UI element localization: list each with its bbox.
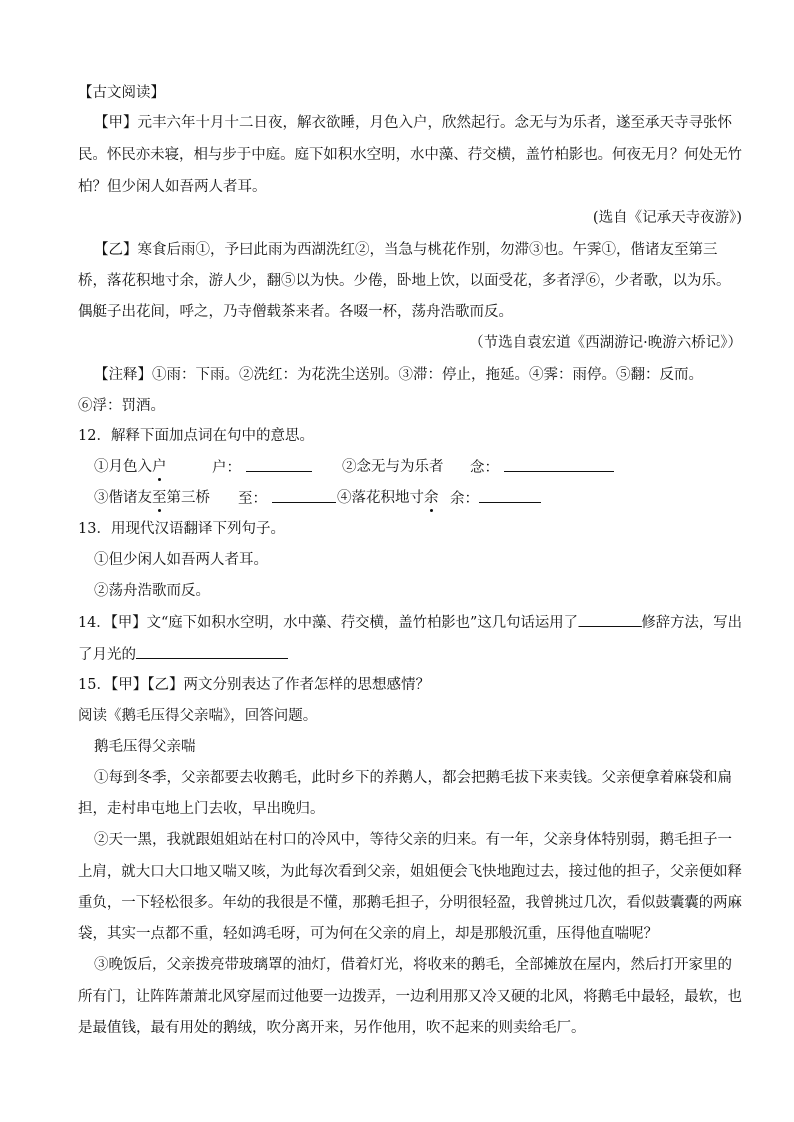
question-12-item-b-answer: 念： — [470, 457, 614, 478]
yi-text-line-3: 偶艇子出花间，呼之，乃寺僧载茶来者。各啜一杯，荡舟浩歌而反。 — [78, 304, 513, 320]
notes-line-2: ⑥浮：罚酒。 — [78, 398, 165, 414]
reading-paragraph-1-line-2: 担，走村串屯地上门去收，早出晚归。 — [78, 801, 325, 817]
question-13-sentence-1: ①但少闲人如吾两人者耳。 — [94, 552, 268, 568]
jia-source: (选自《记承天寺夜游》) — [592, 210, 742, 226]
question-13-sentence-2: ②荡舟浩歌而反。 — [94, 583, 210, 599]
answer-blank[interactable] — [272, 488, 336, 503]
answer-blank[interactable] — [479, 488, 541, 503]
question-12-item-d: ④落花积地寸余 — [337, 490, 439, 506]
reading-paragraph-1-line-1: ①每到冬季，父亲都要去收鹅毛，此时乡下的养鹅人，都会把鹅毛拔下来卖钱。父亲便拿着麻袋和扁 — [94, 770, 732, 786]
notes-line-1: 【注释】①雨：下雨。②洗红：为花洗尘送别。③滞：停止，拖延。④霁：雨停。⑤翻：反而。 — [94, 367, 703, 383]
answer-blank[interactable] — [246, 457, 312, 472]
answer-blank[interactable] — [136, 644, 288, 659]
reading-paragraph-2-line-2: 上肩，就大口大口地又喘又咳，为此每次看到父亲，姐姐便会飞快地跑过去，接过他的担子，父亲便如释 — [78, 864, 742, 880]
question-14-line-2: 了月光的 — [78, 644, 288, 665]
jia-text-line-1: 【甲】元丰六年十月十二日夜，解衣欲睡，月色入户，欣然起行。念无与为乐者，遂至承天寺寻张怀 — [94, 115, 732, 131]
jia-text-line-3: 柏？但少闲人如吾两人者耳。 — [78, 179, 267, 195]
question-12-title: 12．解释下面加点词在句中的意思。 — [78, 428, 314, 444]
question-12-item-a: ①月色入户 — [94, 459, 167, 475]
question-15-title: 15．【甲】【乙】两文分别表达了作者怎样的思想感情？ — [78, 677, 430, 693]
reading-paragraph-3-line-2: 所有门，让阵阵萧萧北风穿屋而过他要一边拨弄，一边利用那又冷又硬的北风，将鹅毛中最轻，最软，也 — [78, 989, 742, 1005]
reading-paragraph-3-line-3: 是最值钱，最有用处的鹅绒，吹分离开来，另作他用，吹不起来的则卖给毛厂。 — [78, 1020, 586, 1036]
question-14-line-1: 14．【甲】文“庭下如积水空明，水中藻、荇交横，盖竹柏影也”这几句话运用了 修辞方法，写出 — [78, 612, 742, 633]
answer-blank[interactable] — [578, 612, 641, 627]
reading-paragraph-2-line-4: 袋，其实一点都不重，轻如鸿毛呀，可为何在父亲的肩上，却是那般沉重，压得他直喘呢？ — [78, 926, 658, 942]
reading-intro: 阅读《鹅毛压得父亲喘》，回答问题。 — [78, 708, 318, 724]
question-12-item-d-answer: 余： — [450, 488, 541, 509]
question-13-title: 13．用现代汉语翻译下列句子。 — [78, 521, 285, 537]
reading-paragraph-2-line-3: 重负，一下轻松很多。年幼的我很是不懂，那鹅毛担子，分明很轻盈，我曾挑过几次，看似鼓囊囊的两麻 — [78, 895, 742, 911]
jia-text-line-2: 民。怀民亦未寝，相与步于中庭。庭下如积水空明，水中藻、荇交横，盖竹柏影也。何夜无月？何处无竹 — [78, 147, 742, 163]
reading-paragraph-3-line-1: ③晚饭后，父亲拨亮带玻璃罩的油灯，借着灯光，将收来的鹅毛，全部摊放在屋内，然后打开家里的 — [94, 957, 732, 973]
reading-paragraph-2-line-1: ②天一黑，我就跟姐姐站在村口的冷风中，等待父亲的归来。有一年，父亲身体特别弱，鹅毛担子一 — [94, 832, 732, 848]
question-12-item-a-answer: 户： — [212, 457, 312, 478]
question-12-item-b: ②念无与为乐者 — [342, 459, 444, 475]
section-title: 【古文阅读】 — [78, 85, 165, 101]
answer-blank[interactable] — [504, 457, 614, 472]
question-12-item-c: ③偕诸友至第三桥 — [94, 490, 210, 506]
yi-text-line-2: 桥，落花积地寸余，游人少，翻⑤以为快。少倦，卧地上饮，以面受花，多者浮⑥，少者歌，以为乐。 — [78, 273, 731, 289]
question-12-item-c-answer: 至： — [238, 488, 336, 509]
yi-source: （节选自袁宏道《西湖游记·晚游六桥记》） — [469, 335, 742, 351]
reading-title: 鹅毛压得父亲喘 — [94, 739, 196, 755]
yi-text-line-1: 【乙】寒食后雨①，予曰此雨为西湖洗红②，当急与桃花作别，勿滞③也。午霁①，偕诸友至第三 — [94, 242, 718, 258]
